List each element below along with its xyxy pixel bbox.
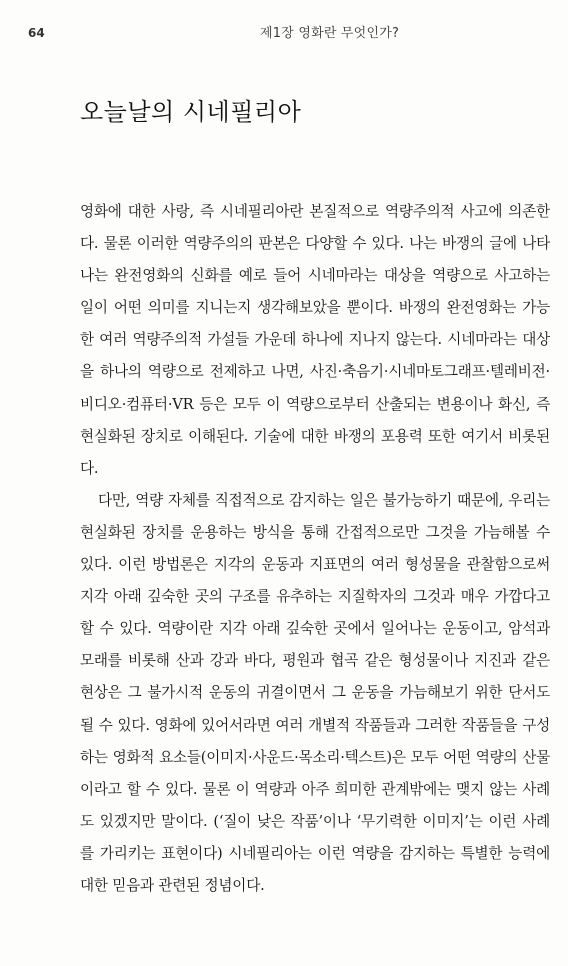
body-text [80, 196, 550, 902]
paragraph-2: 다만, 역량 자체를 직접적으로 감지하는 일은 불가능하기 때문에, 우리는 현실화된 장치를 운용하는 방식을 통해 간접적으로만 그것을 가늠해볼 수 있다. 이런 방법론은 지각의 운동과 지표면의 여러 형성물을 관찰함으로써 지각 아래 깊숙한 곳의 구조를 유추하는 지질학자의 그것과 매우 가깝다고 할 수 있다. 역량이란 지각 아래 깊숙한 곳에서 일어나는 운동이고, 암석과 모래를 비롯해 산과 강과 바다, 평원과 협곡 같은 형성물이나 지진과 같은 현상은 그 불가시적 운동의 귀결이면서 그 운동을 가늠해보기 위한 단서도 될 수 있다. 영화에 있어서라면 여러 개별적 작품들과 그러한 작품들을 구성하는 영화적 요소들(이미지·사운드·목소리·텍스트)은 모두 어떤 역량의 산물이라고 할 수 있다. 물론 이 역량과 아주 희미한 관계밖에는 맺지 않는 사례도 있겠지만 말이다. (‘질이 낮은 작품’이나 ‘무기력한 이미지’는 이런 사례를 가리키는 표현이다) 시네필리아는 이런 역량을 감지하는 특별한 능력에 대한 믿음과 관련된 정념이다. [80, 491, 550, 894]
section-title: 오늘날의 시네필리아 [80, 98, 302, 126]
chapter-title: 제1장 영화란 무엇인가? [260, 26, 400, 41]
paragraph-1: 영화에 대한 사랑, 즉 시네필리아란 본질적으로 역량주의적 사고에 의존한다. 물론 이러한 역량주의의 판본은 다양할 수 있다. 나는 바쟁의 글에 나타나는 완전영화의 신화를 예로 들어 시네마라는 대상을 역량으로 사고하는 일이 어떤 의미를 지니는지 생각해보았을 뿐이다. 바쟁의 완전영화는 가능한 여러 역량주의적 가설들 가운데 하나에 지나지 않는다. 시네마라는 대상을 하나의 역량으로 전제하고 나면, 사진·축음기·시네마토그래프·텔레비전·비디오·컴퓨터·VR 등은 모두 이 역량으로부터 산출되는 변용이나 화신, 즉 현실화된 장치로 이해된다. 기술에 대한 바쟁의 포용력 또한 여기서 비롯된다. [80, 203, 550, 477]
page-number: 64 [28, 26, 45, 40]
running-head [28, 22, 544, 44]
